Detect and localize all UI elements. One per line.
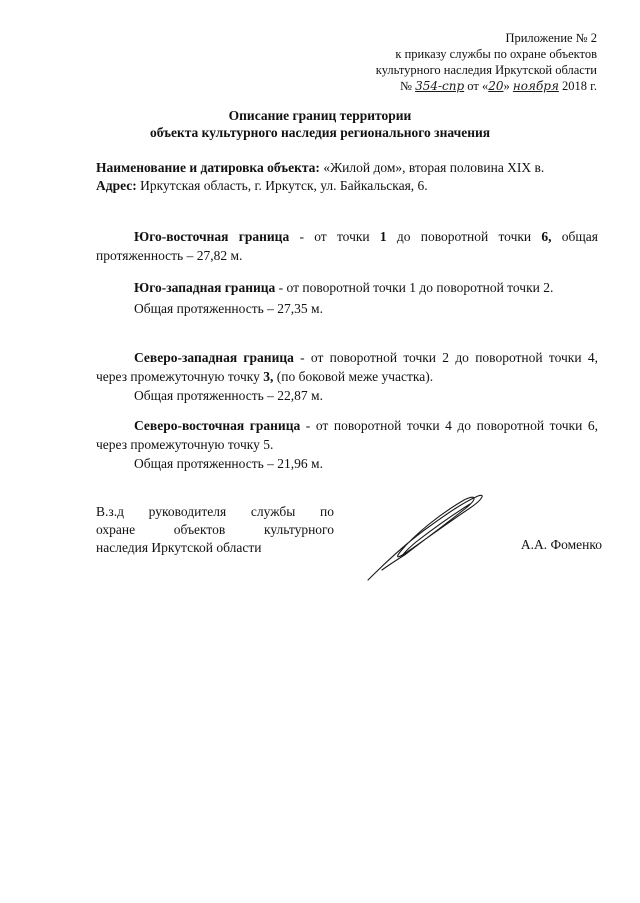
handwritten-signature <box>360 488 500 588</box>
border-northwest-text-b: (по боковой меже участка). <box>273 369 434 384</box>
signatory-line-3: наследия Иркутской области <box>96 540 262 555</box>
order-date-quote: » <box>503 79 510 93</box>
order-number-date-line <box>297 78 597 94</box>
border-southwest-length: Общая протяженность – 27,35 м. <box>134 301 323 316</box>
order-day-handwritten: 20 <box>488 79 504 93</box>
border-southeast-text-b: до поворотной точки <box>386 229 542 244</box>
border-northwest-length: Общая протяженность – 22,87 м. <box>134 388 323 403</box>
order-year: 2018 г. <box>562 79 597 93</box>
object-name-line <box>96 158 601 177</box>
signatory-line-1: В.з.д руководителя службы по <box>96 504 334 519</box>
border-northwest-text <box>96 348 598 386</box>
order-month-handwritten: ноября <box>512 79 559 93</box>
signatory-position <box>96 503 334 557</box>
order-number-handwritten: 354-спр <box>415 79 465 93</box>
border-northeast-text-body: - от поворотной точки 4 до поворотной точки 6, через промежуточную точку 5. <box>96 418 598 452</box>
border-northeast-length: Общая протяженность – 21,96 м. <box>134 456 323 471</box>
document-title-line-2: объекта культурного наследия регионального значения <box>149 125 491 140</box>
signatory-name: А.А. Фоменко <box>520 537 602 552</box>
border-southeast-text <box>96 227 598 265</box>
order-date-prefix: от « <box>467 79 489 93</box>
border-southeast-point-2: 6, <box>541 229 552 244</box>
border-northeast-name: Северо-восточная граница <box>134 418 301 433</box>
order-number-prefix: № <box>400 79 412 93</box>
border-northwest-point: 3, <box>263 369 274 384</box>
border-northwest-text-a: - от поворотной точки 2 до поворотной точки 4, через промежуточную точку <box>96 350 598 384</box>
border-southwest-text-body: - от поворотной точки 1 до поворотной точки 2. <box>275 280 554 295</box>
object-address-value: Иркутская область, г. Иркутск, ул. Байкальская, 6. <box>140 178 428 193</box>
appendix-line-1: Приложение № 2 <box>505 31 597 45</box>
border-southeast <box>96 227 598 265</box>
object-name-label: Наименование и датировка объекта: <box>96 160 320 175</box>
border-northwest-name: Северо-западная граница <box>134 350 294 365</box>
border-northeast <box>96 416 598 473</box>
border-southeast-name: Юго-восточная граница <box>134 229 290 244</box>
border-southwest-name: Юго-западная граница <box>134 280 276 295</box>
signatory-line-2: охране объектов культурного <box>96 522 334 537</box>
appendix-header <box>297 30 597 94</box>
document-title-line-1: Описание границ территории <box>228 108 412 123</box>
appendix-line-3: культурного наследия Иркутской области <box>375 63 597 77</box>
border-southwest <box>96 278 598 318</box>
border-southeast-text-c: общая протяженность – 27,82 м. <box>96 229 598 263</box>
border-northeast-text <box>96 416 598 454</box>
object-address-line <box>96 176 601 195</box>
appendix-line-2: к приказу службы по охране объектов <box>395 47 597 61</box>
border-southeast-text-a: - от точки <box>289 229 380 244</box>
object-address-label: Адрес: <box>96 178 137 193</box>
border-northwest <box>96 348 598 405</box>
border-southeast-point-1: 1 <box>379 229 387 244</box>
border-southwest-text <box>96 278 598 297</box>
object-name-value: «Жилой дом», вторая половина XIX в. <box>323 160 545 175</box>
